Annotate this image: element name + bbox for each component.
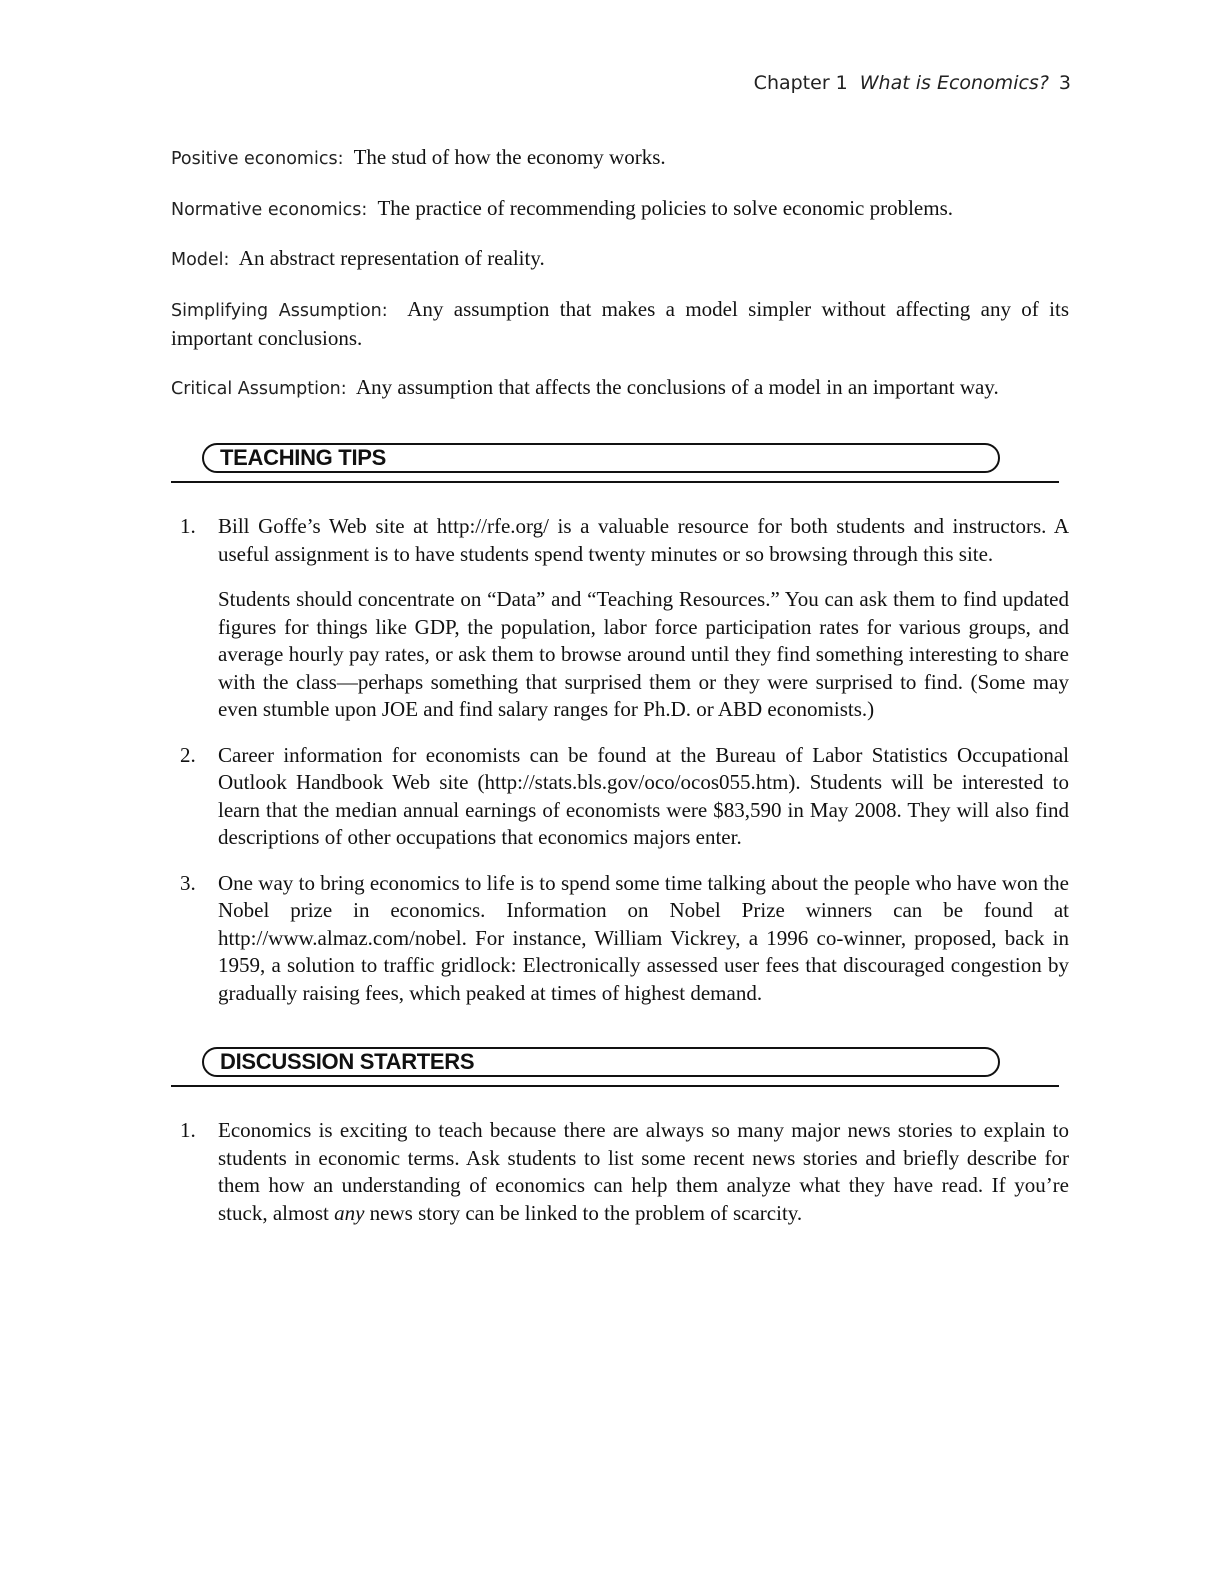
section-heading-label: TEACHING TIPS: [220, 445, 386, 470]
discussion-starters-list: [171, 1117, 1069, 1227]
definitions-list: [171, 144, 1069, 403]
item-text-end: news story can be linked to the problem of scarcity.: [364, 1200, 803, 1225]
definition-term: Positive economics:: [171, 149, 344, 169]
section-rule: [171, 481, 1059, 483]
section-rule: [171, 1085, 1059, 1087]
definition-term: Normative economics:: [171, 199, 368, 220]
item-number: 3.: [180, 870, 196, 895]
section-heading-box: [202, 443, 1000, 473]
definition-text: The stud of how the economy works.: [353, 145, 666, 169]
item-number: 2.: [180, 742, 196, 767]
teaching-tips-heading: [171, 443, 1069, 487]
definition-text: An abstract representation of reality.: [238, 246, 545, 270]
section-heading-label: DISCUSSION STARTERS: [220, 1049, 475, 1074]
chapter-label: Chapter 1: [753, 72, 848, 94]
list-item: [171, 1117, 1069, 1227]
emphasis-text: any: [334, 1200, 365, 1225]
item-number: 1.: [180, 514, 196, 538]
discussion-starters-heading: [171, 1047, 1069, 1091]
item-paragraph: Students should concentrate on “Data” and “Teaching Resources.” You can ask them to find updated figures for things like GDP, the population, labor force participation rates for various groups, and average hourly pay rates, or ask them to browse around until they find something interesting to share with the class—perhaps something that surprised them or they were surprised to find. (Some may even stumble upon JOE and find salary ranges for Ph.D. or ABD economists.): [218, 587, 1069, 721]
running-header: [754, 72, 1071, 94]
item-paragraph: One way to bring economics to life is to spend some time talking about the people who have won the Nobel prize in economics. Information on Nobel Prize winners can be found at http://www.almaz.com/nobel. For instance, William Vickrey, a 1996 co-winner, proposed, back in 1959, a solution to traffic gridlock: Electronically assessed user fees that discouraged congestion by gradually raising fees, which peaked at times of highest demand.: [218, 870, 1069, 1005]
item-text-start: Economics is exciting to teach because there are always so many major news stories to explain to students in economic terms. Ask students to list some recent news stories and briefly describe for them how an understanding of economics can help them analyze what they have read. If you’re stuck, almost: [218, 1118, 1069, 1225]
definition-text: The practice of recommending policies to solve economic problems.: [377, 195, 953, 220]
teaching-tips-list: [171, 513, 1069, 1007]
definition: [171, 245, 1069, 275]
definition: [171, 374, 1069, 404]
definition-text: Any assumption that makes a model simpler without affecting any of its important conclusions.: [171, 296, 1069, 350]
section-heading-box: [202, 1047, 1000, 1077]
definition-term: Model:: [171, 250, 230, 270]
definition: [171, 296, 1069, 353]
definition-term: Simplifying Assumption:: [171, 300, 388, 321]
chapter-title: What is Economics?: [859, 72, 1049, 94]
item-number: 1.: [180, 1118, 196, 1142]
definition-term: Critical Assumption:: [171, 378, 347, 399]
page-content: [171, 144, 1069, 1245]
item-paragraph: [218, 1117, 1069, 1227]
list-item: [171, 870, 1069, 1008]
definition-text: Any assumption that affects the conclusions of a model in an important way.: [356, 374, 999, 399]
item-paragraph: Career information for economists can be found at the Bureau of Labor Statistics Occupational Outlook Handbook Web site (http://stats.bls.gov/oco/ocos055.htm). Students will be interested to learn that the median annual earnings of economists were $83,590 in May 2008. They will also find descriptions of other occupations that economics majors enter.: [218, 742, 1069, 849]
list-item: [171, 742, 1069, 852]
list-item: [171, 513, 1069, 724]
item-paragraph: Bill Goffe’s Web site at http://rfe.org/ is a valuable resource for both students and instructors. A useful assignment is to have students spend twenty minutes or so browsing through this site.: [218, 514, 1069, 566]
definition: [171, 195, 1069, 225]
page-number: 3: [1058, 72, 1071, 94]
definition: [171, 144, 1069, 174]
